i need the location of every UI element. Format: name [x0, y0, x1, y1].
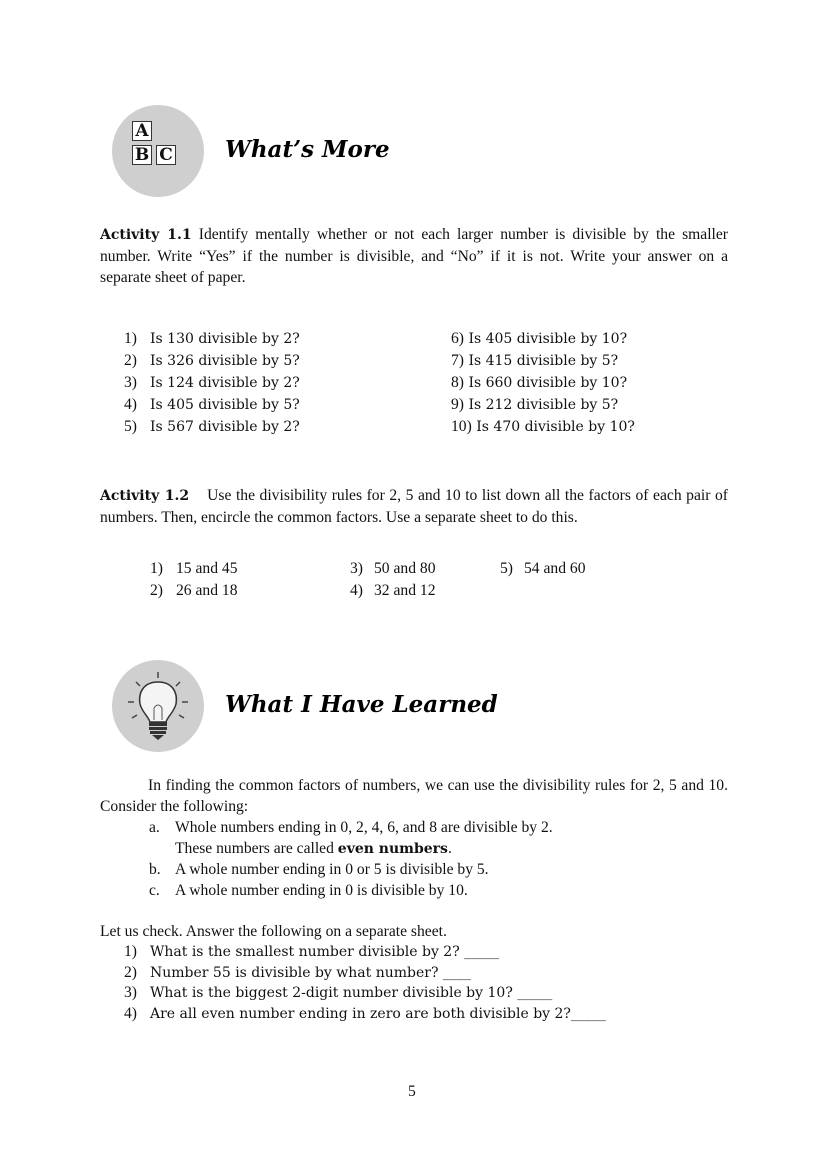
list-item: 4) Is 405 divisible by 5?	[124, 396, 300, 413]
activity-1-1-label: Activity 1.1	[100, 227, 192, 243]
section-title-whats-more: What’s More	[225, 136, 390, 163]
activity-1-2-text: Use the divisibility rules for 2, 5 and 10 to list down all the factors of each pair of numbers. Then, encircle the common factors. Use a separate sheet to do this.	[100, 487, 728, 526]
rule-c: c. A whole number ending in 0 is divisible by 10.	[149, 882, 468, 899]
check-intro: Let us check. Answer the following on a separate sheet.	[100, 923, 447, 940]
list-item: 9) Is 212 divisible by 5?	[451, 396, 619, 413]
block-a: A	[132, 121, 152, 141]
list-item: 10) Is 470 divisible by 10?	[451, 418, 635, 435]
activity-1-1-instructions	[100, 224, 728, 288]
list-item: 7) Is 415 divisible by 5?	[451, 352, 619, 369]
block-b: B	[132, 145, 152, 165]
activity-1-1-text: Identify mentally whether or not each larger number is divisible by the smaller number. Write “Yes” if the number is divisible, and “No” if it is not. Write your answer on a separate sheet of paper.	[100, 226, 728, 286]
activity-1-2-item-4: 4) 32 and 12	[350, 582, 436, 599]
list-item: 2) Number 55 is divisible by what number? ____	[124, 963, 471, 981]
activity-1-2-item-5: 5) 54 and 60	[500, 560, 586, 577]
activity-1-2-item-2: 2) 26 and 18	[150, 582, 238, 599]
block-c: C	[156, 145, 176, 165]
list-item: 5) Is 567 divisible by 2?	[124, 418, 300, 435]
list-item: 8) Is 660 divisible by 10?	[451, 374, 628, 391]
list-item: 3) Is 124 divisible by 2?	[124, 374, 300, 391]
activity-1-2-instructions	[100, 485, 728, 528]
rule-a-continuation: These numbers are called even numbers.	[175, 840, 452, 857]
activity-1-1-list-left	[124, 328, 300, 438]
abc-blocks-icon	[112, 105, 204, 197]
even-numbers-term: even numbers	[337, 841, 448, 857]
list-item: 2) Is 326 divisible by 5?	[124, 352, 300, 369]
list-item: 4) Are all even number ending in zero are both divisible by 2?_____	[124, 1004, 606, 1022]
list-item: 1) What is the smallest number divisible by 2? _____	[124, 943, 500, 960]
rule-b: b. A whole number ending in 0 or 5 is divisible by 5.	[149, 861, 489, 878]
list-item: 1) Is 130 divisible by 2?	[124, 330, 300, 347]
page-number: 5	[408, 1083, 416, 1100]
activity-1-2-item-3: 3) 50 and 80	[350, 560, 436, 577]
activity-1-2-label: Activity 1.2	[100, 488, 190, 504]
learned-intro: In finding the common factors of numbers, we can use the divisibility rules for 2, 5 and 10. Consider the following:	[100, 777, 728, 815]
list-item: 3) What is the biggest 2-digit number divisible by 10? _____	[124, 984, 553, 1001]
check-list	[124, 942, 606, 1024]
activity-1-2-item-1: 1) 15 and 45	[150, 560, 238, 577]
light-bulb-icon	[112, 660, 204, 752]
list-item: 6) Is 405 divisible by 10?	[451, 330, 628, 347]
rule-a: a. Whole numbers ending in 0, 2, 4, 6, and 8 are divisible by 2.	[149, 819, 553, 836]
section-title-what-i-have-learned: What I Have Learned	[225, 691, 498, 718]
activity-1-1-list-right	[451, 328, 635, 438]
